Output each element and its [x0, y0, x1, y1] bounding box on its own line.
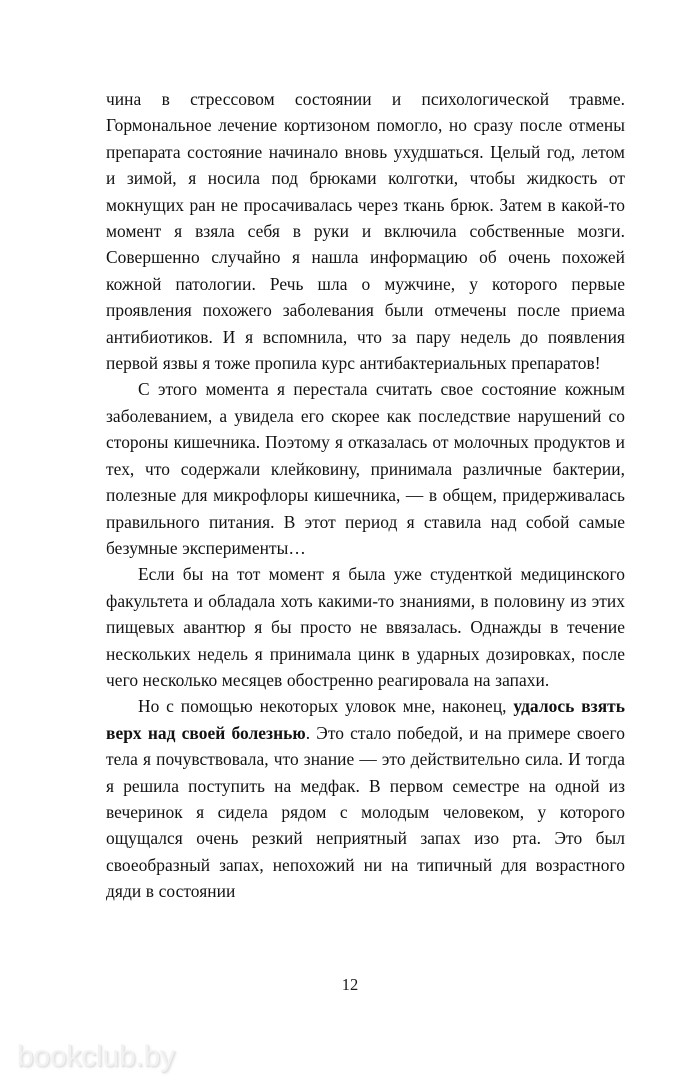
- page-number: 12: [341, 975, 359, 994]
- page-text-column: [106, 86, 625, 905]
- paragraph-4-run-tail: . Это стало победой, и на примере своего тела я почувствовала, что знание — это действительно сила. И тогда я решила поступить на медфак. В первом семестре на одной из вечеринок я сидела рядом с молодым человеком, у которого ощущался очень резкий неприятный запах изо рта. Это был своеобразный запах, непохожий ни на типичный для возрастного дяди в состоянии: [106, 722, 625, 902]
- paragraph-4-run-lead: Но с помощью некоторых уловок мне, наконец,: [138, 696, 514, 717]
- paragraph-continued: чина в стрессовом состоянии и психологической травме. Гормональное лечение кортизоном помогло, но сразу после отмены препарата состояние начинало вновь ухудшаться. Целый год, летом и зимой, я носила под брюками колготки, чтобы жидкость от мокнущих ран не просачивалась через ткань брюк. Затем в какой-то момент я взяла себя в руки и включила собственные мозги. Совершенно случайно я нашла информацию об очень похожей кожной патологии. Речь шла о мужчине, у которого первые проявления похожего заболевания были отмечены после приема антибиотиков. И я вспомнила, что за пару недель до появления первой язвы я тоже пропила курс антибактериальных препаратов!: [106, 89, 625, 374]
- paragraph-4: [106, 693, 625, 904]
- paragraph-2: С этого момента я перестала считать свое состояние кожным заболеванием, а увидела его скорее как последствие нарушений со стороны кишечника. Поэтому я отказалась от молочных продуктов и тех, что содержали клейковину, принимала различные бактерии, полезные для микрофлоры кишечника, — в общем, придерживалась правильного питания. В этот период я ставила над собой самые безумные эксперименты…: [106, 379, 625, 558]
- paragraph-3: Если бы на тот момент я была уже студенткой медицинского факультета и обладала хоть какими-то знаниями, в половину из этих пищевых авантюр я бы просто не ввязалась. Однажды в течение нескольких недель я принимала цинк в ударных дозировках, после чего несколько месяцев обостренно реагировала на запахи.: [106, 564, 625, 690]
- paragraph-4-bold-phrase: удалось взять верх над своей болезнью: [106, 696, 625, 743]
- watermark-bookclub: bookclub.by: [17, 1040, 175, 1073]
